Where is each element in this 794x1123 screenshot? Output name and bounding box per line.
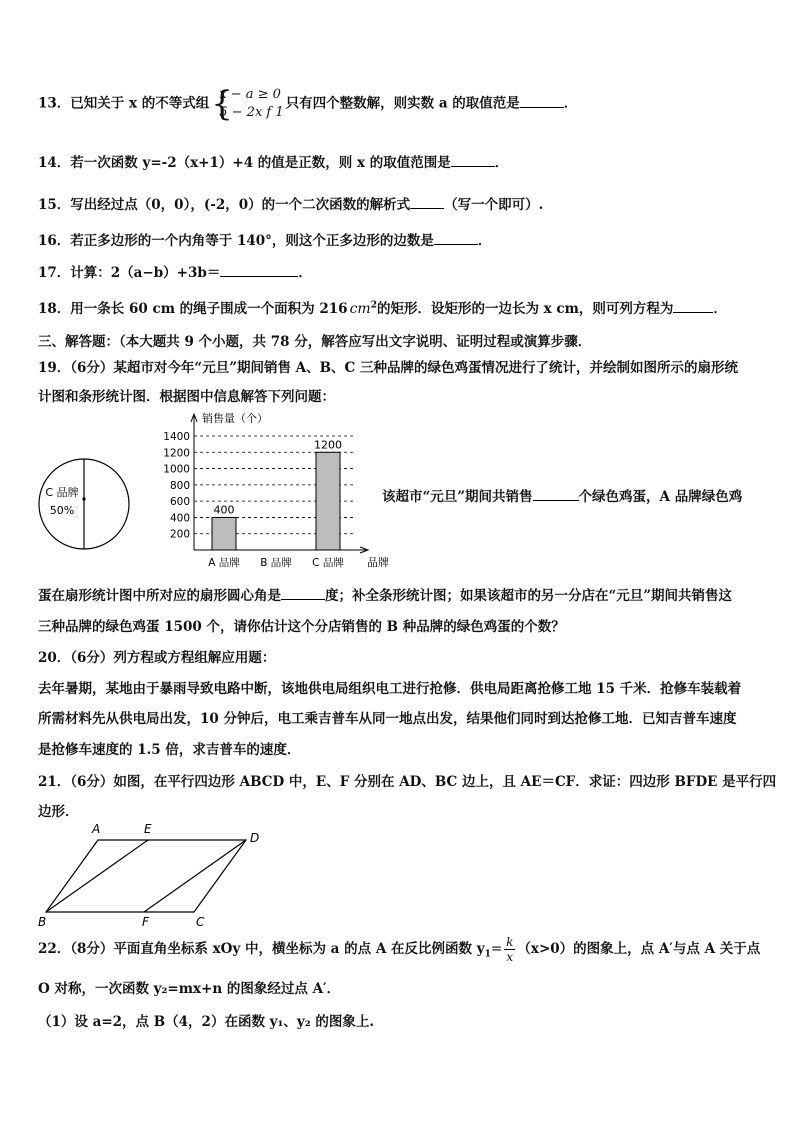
q20-line-2: 去年暑期，某地由于暴雨导致电路中断，该地供电局组织电工进行抢修．供电局距离抢修工地 15 千米．抢修车装载着 — [38, 681, 742, 697]
q13-suffix: 只有四个整数解，则实数 a 的取值范是 — [285, 95, 520, 112]
y-tick-label: 1400 — [163, 431, 190, 443]
x-tick-label: C 品牌 — [312, 557, 344, 569]
q19-line-4: 三种品牌的绿色鸡蛋 1500 个，请你估计这个分店销售的 B 种品牌的绿色鸡蛋的个数？ — [38, 619, 565, 635]
pie-center-dot — [82, 497, 85, 500]
question-16 — [38, 229, 491, 249]
q22-line-2: O 对称，一次函数 y₂=mx+n 的图象经过点 A′． — [38, 981, 341, 997]
q18-end: ． — [713, 301, 727, 317]
q13-end: ． — [563, 95, 578, 112]
question-14 — [38, 151, 508, 171]
q18-text-a: 18．用一条长 60 cm 的绳子围成一个面积为 216 — [38, 301, 348, 317]
answer-blank[interactable] — [434, 230, 478, 245]
label-e: E — [144, 822, 152, 836]
brace-icon: { — [211, 84, 233, 124]
q22-sub: 1 — [484, 949, 491, 960]
q19-side-text — [382, 485, 742, 505]
pie-label: C 品牌 — [45, 486, 79, 499]
bar-value-label: 400 — [213, 503, 235, 517]
x-tick-label: B 品牌 — [260, 557, 292, 569]
q15-text: 15．写出经过点（0，0），(-2，0）的一个二次函数的解析式 — [38, 197, 411, 213]
answer-blank[interactable] — [451, 152, 495, 167]
question-13 — [38, 86, 577, 122]
label-c: C — [196, 915, 205, 929]
q19-line3a: 蛋在扇形统计图中所对应的扇形圆心角是 — [38, 588, 281, 604]
q16-text: 16．若正多边形的一个内角等于 140°，则这个正多边形的边数是 — [38, 233, 434, 249]
q18-sup: 2 — [370, 300, 377, 311]
q15-end: （写一个即可）. — [444, 197, 544, 213]
q22-line-3: （1）设 a=2，点 B（4，2）在函数 y₁、y₂ 的图象上. — [38, 1014, 375, 1030]
q21-line-2: 边形． — [38, 804, 79, 820]
answer-blank[interactable] — [673, 298, 713, 313]
parallelogram-abcd — [46, 840, 246, 912]
q19-side-b: 个绿色鸡蛋，A 品牌绿色鸡 — [578, 489, 743, 505]
y-tick-label: 1200 — [163, 447, 190, 460]
pie-chart — [36, 456, 132, 552]
q18-unit: cm — [349, 301, 371, 317]
q16-end: ． — [477, 233, 492, 249]
q20-line-3: 所需材料先从供电局出发，10 分钟后，电工乘吉普车从同一地点出发，结果他们同时到达抢修工地．已知吉普车速度 — [38, 711, 737, 727]
inequality-row-1: x − a ≥ 0 — [219, 87, 281, 102]
y-tick-label: 1000 — [163, 463, 190, 476]
label-b: B — [38, 915, 47, 929]
q18-text-b: 的矩形．设矩形的一边长为 x cm，则可列方程为 — [376, 301, 674, 317]
q20-line-4: 是抢修车速度的 1.5 倍，求吉普车的速度． — [38, 742, 301, 758]
y-tick-label: 600 — [169, 496, 190, 509]
y-tick-label: 200 — [169, 528, 190, 541]
y-tick-label: 800 — [169, 479, 190, 492]
q14-text: 14．若一次函数 y=-2（x+1）+4 的值是正数，则 x 的取值范围是 — [38, 155, 451, 171]
question-17 — [38, 261, 312, 281]
answer-blank[interactable] — [520, 93, 564, 108]
x-tick-label: A 品牌 — [208, 557, 240, 569]
pie-percent: 50% — [49, 504, 75, 517]
parallelogram-figure — [34, 820, 274, 932]
q22-line-1: 22．（8分）平面直角坐标系 xOy 中，横坐标为 a 的点 A 在反比例函数 $y_1=$ $\frac{k}{x}$ （x>0）的图象上，点 A′与点 A 关于点 — [38, 935, 761, 964]
q19-line-3 — [38, 584, 732, 604]
x-axis-title: 品牌 — [367, 556, 389, 569]
label-f: F — [142, 915, 149, 929]
bar — [316, 452, 340, 550]
answer-blank[interactable] — [220, 262, 298, 277]
label-d: D — [250, 831, 260, 845]
fraction-numerator: k — [506, 935, 514, 949]
segment-be — [46, 840, 148, 912]
q17-text: 17．计算：2（a−b）+3b＝ — [38, 265, 221, 281]
q17-end: ． — [298, 265, 312, 281]
q13-prefix: 13．已知关于 x 的不等式组 — [38, 95, 210, 112]
inequality-system — [211, 86, 283, 122]
fraction-denominator: x — [506, 950, 514, 964]
q19-line-1: 19．（6分）某超市对今年“元旦”期间销售 A、B、C 三种品牌的绿色鸡蛋情况进行了统计，并绘制如图所示的扇形统 — [38, 360, 738, 376]
segment-fd — [144, 840, 246, 912]
y-tick-label: 400 — [169, 512, 190, 525]
bar-chart — [150, 410, 389, 576]
fraction-k-over-x — [504, 935, 515, 964]
inequality-row-2: 5 − 2x f 1 — [219, 105, 284, 120]
y-axis-title: 销售量（个） — [202, 412, 268, 425]
bar — [212, 517, 236, 550]
question-15 — [38, 193, 543, 213]
q19-side-a: 该超市“元旦”期间共销售 — [382, 489, 533, 505]
bar-value-label: 1200 — [314, 438, 342, 452]
q19-line-2: 计图和条形统计图．根据图中信息解答下列问题： — [38, 389, 335, 405]
answer-blank[interactable] — [533, 486, 579, 501]
q21-line-1: 21．（6分）如图，在平行四边形 ABCD 中，E、F 分别在 AD、BC 边上，且 AE＝CF．求证：四边形 BFDE 是平行四 — [38, 774, 777, 790]
section-3-heading: 三、解答题：（本大题共 9 个小题，共 78 分，解答应写出文字说明、证明过程或演算步骤． — [38, 334, 592, 350]
answer-blank[interactable] — [410, 194, 444, 209]
q19-line3b: 度；补全条形统计图；如果该超市的另一分店在“元旦”期间共销售这 — [325, 588, 733, 604]
question-18 — [38, 297, 727, 317]
q14-end: ． — [494, 155, 509, 171]
label-a: A — [92, 822, 101, 836]
q20-line-1: 20．（6分）列方程或方程组解应用题： — [38, 650, 276, 666]
q22-line1a: 22．（8分）平面直角坐标系 xOy 中，横坐标为 a 的点 A 在反比例函数 y — [38, 941, 485, 957]
q22-line1b: （x>0）的图象上，点 A′与点 A 关于点 — [517, 941, 761, 957]
answer-blank[interactable] — [281, 585, 325, 600]
